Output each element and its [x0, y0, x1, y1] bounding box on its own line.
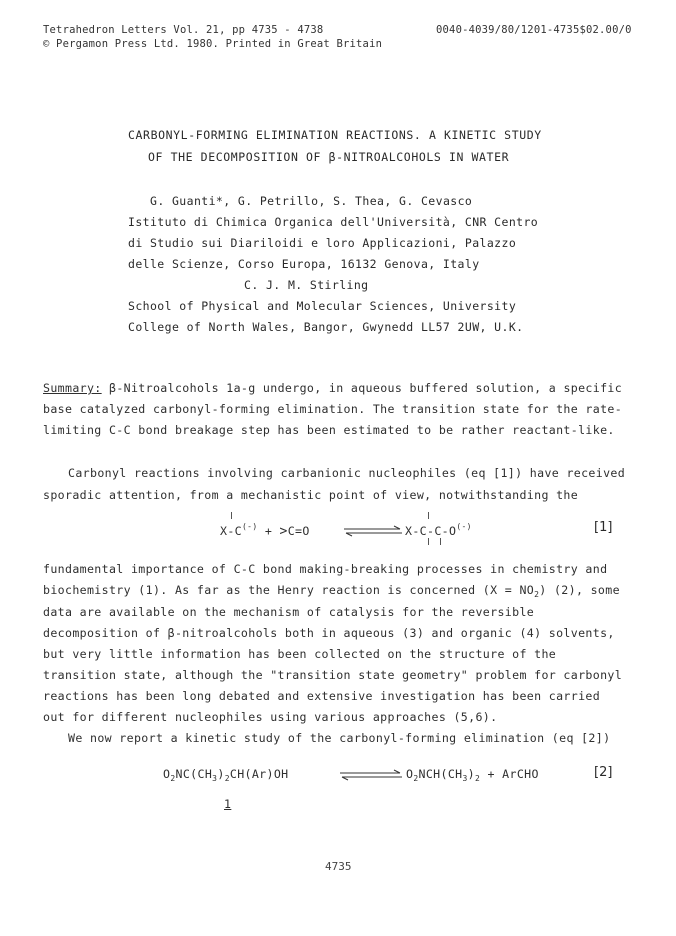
- title-line-1: CARBONYL-FORMING ELIMINATION REACTIONS. A KINETIC STUDY: [128, 128, 542, 142]
- eq2-compound-number: 1: [224, 797, 232, 811]
- affiliation-1-line-3: delle Scienze, Corso Europa, 16132 Genova, Italy: [128, 257, 480, 271]
- eq2-equilibrium-arrow: [340, 770, 402, 780]
- eq1-product-text: X-C-C-O: [405, 524, 457, 538]
- para2-line-3: data are available on the mechanism of catalysis for the reversible: [43, 605, 535, 619]
- eq1-bond-top-2: [428, 512, 429, 519]
- journal-citation: Tetrahedron Letters Vol. 21, pp 4735 - 4738: [43, 24, 324, 36]
- eq1-bond-top-1: [231, 512, 232, 519]
- eq1-equilibrium-arrow: [344, 526, 402, 536]
- eq1-plus: +: [264, 524, 280, 538]
- eq2-number: [2]: [594, 765, 613, 780]
- summary-text-1: β-Nitroalcohols 1a-g undergo, in aqueous buffered solution, a specific: [108, 381, 623, 395]
- para1-line-2: sporadic attention, from a mechanistic point of view, notwithstanding the: [43, 488, 579, 502]
- summary-line-2: base catalyzed carbonyl-forming elimination. The transition state for the rate-: [43, 402, 623, 416]
- title-line-2: OF THE DECOMPOSITION OF β-NITROALCOHOLS IN WATER: [148, 150, 510, 164]
- para2-line-2: biochemistry (1). As far as the Henry reaction is concerned $(X = NO_2)$ (2), some: [43, 583, 620, 599]
- para2-line-7: reactions has been long debated and extensive investigation has been carried: [43, 689, 601, 703]
- para2-line-1: fundamental importance of C-C bond making-breaking processes in chemistry and: [43, 562, 608, 576]
- summary-line-1: [43, 381, 622, 395]
- summary-line-3: limiting C-C bond breakage step has been estimated to be rather reactant-like.: [43, 423, 615, 437]
- article-code: 0040-4039/80/1201-4735$02.00/0: [436, 24, 632, 36]
- para2-line-5: but very little information has been collected on the structure of the: [43, 647, 557, 661]
- para2-line-2a: biochemistry (1). As far as the Henry reaction is concerned (X = NO: [43, 583, 535, 597]
- copyright-line: © Pergamon Press Ltd. 1980. Printed in Great Britain: [43, 38, 383, 50]
- para2-line-9: We now report a kinetic study of the carbonyl-forming elimination (eq [2]): [68, 731, 611, 745]
- authors-1: G. Guanti*, G. Petrillo, S. Thea, G. Cevasco: [150, 194, 473, 208]
- para2-line-6: transition state, although the "transition state geometry" problem for carbonyl: [43, 668, 623, 682]
- page-number: 4735: [325, 860, 352, 873]
- eq1-carbonyl: C=O: [287, 524, 310, 538]
- para2-line-8: out for different nucleophiles using various approaches (5,6).: [43, 710, 498, 724]
- affiliation-1-line-2: di Studio sui Diariloidi e loro Applicazioni, Palazzo: [128, 236, 517, 250]
- eq1-product: X-C-C-O(-): [405, 522, 472, 538]
- equation-1: X-C(-) + >C=O: [220, 522, 310, 539]
- eq1-bond-bottom-2: [440, 538, 441, 545]
- eq1-number: [1]: [594, 520, 613, 535]
- para2-line-4: decomposition of β-nitroalcohols both in aqueous (3) and organic (4) solvents,: [43, 626, 615, 640]
- eq1-xc: X-C: [220, 524, 242, 538]
- eq1-bond-bottom-1: [428, 538, 429, 545]
- eq2-products: $O_2NCH(CH_3)_2$ + ArCHO: [406, 767, 539, 783]
- affiliation-1-line-1: Istituto di Chimica Organica dell'Università, CNR Centro: [128, 215, 539, 229]
- authors-2: C. J. M. Stirling: [244, 278, 369, 292]
- summary-label: Summary:: [43, 381, 102, 395]
- affiliation-2-line-2: College of North Wales, Bangor, Gwynedd LL57 2UW, U.K.: [128, 320, 524, 334]
- para1-line-1: Carbonyl reactions involving carbanionic nucleophiles (eq [1]) have received: [68, 466, 626, 480]
- para2-line-2b: ) (2), some: [539, 583, 620, 597]
- eq2-reactant: $O_2NC(CH_3)_2CH(Ar)OH$: [163, 767, 289, 783]
- affiliation-2-line-1: School of Physical and Molecular Sciences, University: [128, 299, 517, 313]
